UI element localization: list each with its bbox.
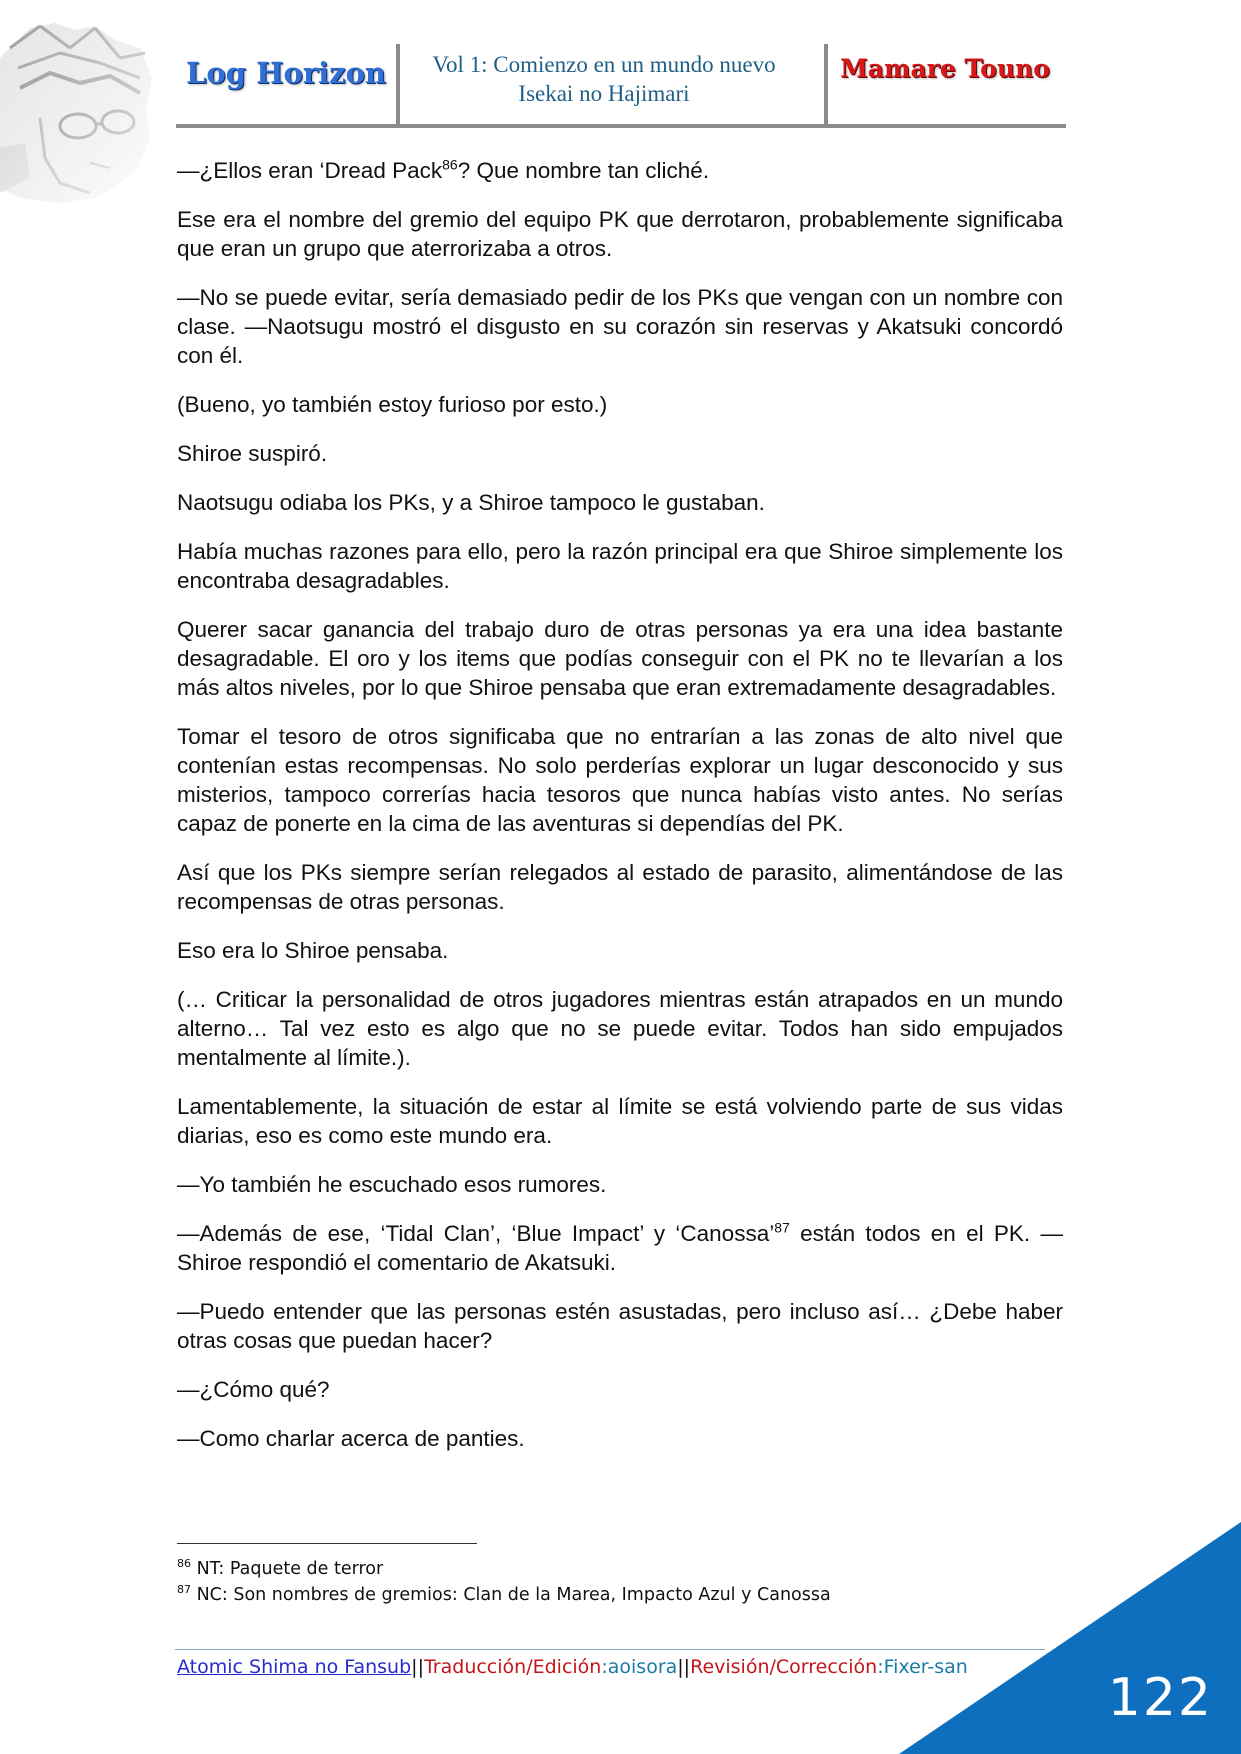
paragraph: (… Criticar la personalidad de otros jugadores mientras están atrapados en un mundo alterno… Tal vez esto es algo que no se puede evitar. Todos han sido empujados mentalmente al límite.). <box>177 987 1063 1070</box>
footer-separator: || <box>677 1656 691 1678</box>
paragraph: —Yo también he escuchado esos rumores. <box>177 1172 607 1197</box>
footnote-ref[interactable]: 86 <box>442 156 458 173</box>
revision-value: :Fixer-san <box>877 1656 968 1678</box>
author-name: Mamare Touno <box>840 54 1050 83</box>
paragraph: Tomar el tesoro de otros significaba que no entrarían a las zonas de alto nivel que contenían estas recompensas. No solo perderías explorar un lugar desconocido y sus misterios, tampoco correrías hacia tesoros que nunca habías visto antes. No serías capaz de ponerte en la cima de las aventuras si dependías del PK. <box>177 724 1063 836</box>
paragraph: Ese era el nombre del gremio del equipo PK que derrotaron, probablemente significaba que eran un grupo que aterrorizaba a otros. <box>177 207 1063 261</box>
footnote: $^{86}$ NT: Paquete de terror <box>177 1557 384 1579</box>
paragraph: Había muchas razones para ello, pero la razón principal era que Shiroe simplemente los encontraba desagradables. <box>177 539 1063 593</box>
header-rule <box>176 124 1066 128</box>
paragraph: —Como charlar acerca de panties. <box>177 1426 525 1451</box>
footnote-separator <box>177 1543 477 1544</box>
volume-line-1: Vol 1: Comienzo en un mundo nuevo <box>432 52 776 77</box>
paragraph: —¿Ellos eran ‘Dread Pack$^{86}$? Que nombre tan cliché. <box>177 156 710 183</box>
page-header <box>176 40 1066 128</box>
volume-title <box>404 50 804 108</box>
paragraph: Eso era lo Shiroe pensaba. <box>177 938 449 963</box>
series-title: Log Horizon <box>185 56 387 90</box>
volume-line-2: Isekai no Hajimari <box>518 81 690 106</box>
footnote: $^{87}$ NC: Son nombres de gremios: Clan de la Marea, Impacto Azul y Canossa <box>177 1583 831 1605</box>
revision-label: Revisión/Corrección <box>690 1656 878 1678</box>
character-sketch-icon <box>0 18 160 203</box>
footer-separator: || <box>411 1656 424 1678</box>
paragraph: —Puedo entender que las personas estén asustadas, pero incluso así… ¿Debe haber otras cosas que puedan hacer? <box>177 1299 1063 1353</box>
footnote-ref[interactable]: 87 <box>774 1219 790 1236</box>
body-text <box>177 156 1063 1473</box>
paragraph: (Bueno, yo también estoy furioso por esto.) <box>177 392 608 417</box>
paragraph: Lamentablemente, la situación de estar al límite se está volviendo parte de sus vidas diarias, eso es como este mundo era. <box>177 1094 1063 1148</box>
translation-label: Traducción/Edición <box>423 1656 602 1678</box>
paragraph: —No se puede evitar, sería demasiado pedir de los PKs que vengan con un nombre con clase. —Naotsugu mostró el disgusto en su corazón sin reservas y Akatsuki concordó con él. <box>177 285 1063 368</box>
paragraph: Así que los PKs siempre serían relegados al estado de parasito, alimentándose de las recompensas de otras personas. <box>177 860 1063 914</box>
paragraph: Naotsugu odiaba los PKs, y a Shiroe tampoco le gustaban. <box>177 490 765 515</box>
translation-value: :aoisora <box>601 1656 678 1678</box>
footer-credits <box>177 1654 968 1680</box>
page-number: 122 <box>1107 1668 1213 1728</box>
paragraph: —¿Cómo qué? <box>177 1377 330 1402</box>
header-divider <box>396 44 400 128</box>
paragraph: Shiroe suspiró. <box>177 441 328 466</box>
paragraph: Querer sacar ganancia del trabajo duro de otras personas ya era una idea bastante desagradable. El oro y los items que podías conseguir con el PK no te llevarían a los más altos niveles, por lo que Shiroe pensaba que eran extremadamente desagradables. <box>177 617 1063 700</box>
fansub-link[interactable]: Atomic Shima no Fansub <box>177 1656 412 1678</box>
paragraph: —Además de ese, ‘Tidal Clan’, ‘Blue Impact’ y ‘Canossa’$^{87}$ están todos en el PK. —Shiroe respondió el comentario de Akatsuki. <box>177 1219 1063 1275</box>
